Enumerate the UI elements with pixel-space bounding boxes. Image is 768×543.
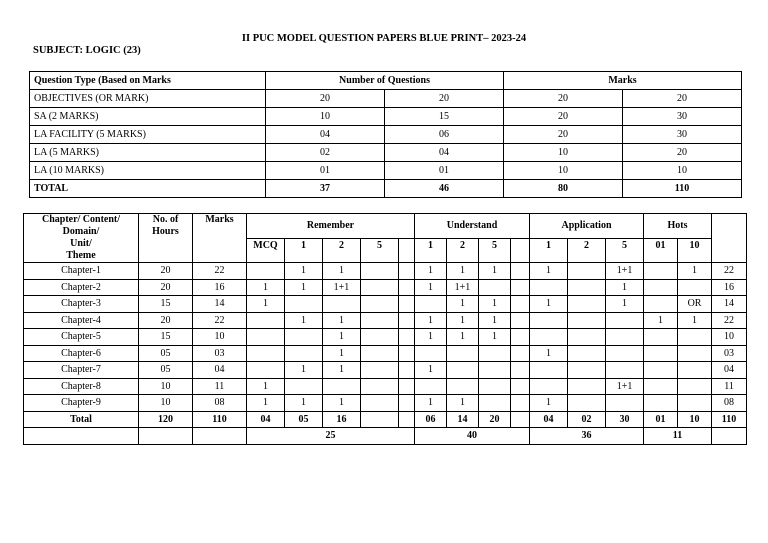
blueprint-value-cell: 1+1 (606, 378, 644, 395)
blueprint-value-cell: 22 (712, 312, 747, 329)
blueprint-value-cell (247, 345, 285, 362)
blueprint-total-row (24, 411, 747, 428)
remember-total: 25 (247, 428, 415, 445)
blueprint-value-cell (568, 279, 606, 296)
blueprint-value-cell: 14 (712, 296, 747, 313)
chapter-row (24, 378, 747, 395)
blueprint-value-cell (323, 296, 361, 313)
group-understand: Understand (415, 214, 530, 239)
blueprint-value-cell (399, 395, 415, 412)
blueprint-value-cell (361, 312, 399, 329)
blueprint-value-cell: 1+1 (606, 263, 644, 280)
chapter-name-cell: Chapter-1 (24, 263, 139, 280)
summary-value-cell: 10 (623, 162, 742, 180)
summary-value-cell: 15 (385, 108, 504, 126)
blueprint-value-cell (568, 362, 606, 379)
total-cell: 110 (712, 411, 747, 428)
question-type-cell: SA (2 MARKS) (30, 108, 266, 126)
group-hots: Hots (644, 214, 712, 239)
blueprint-value-cell (247, 329, 285, 346)
blueprint-value-cell: 1 (644, 312, 678, 329)
summary-value-cell: 20 (504, 126, 623, 144)
blueprint-value-cell: 10 (712, 329, 747, 346)
chapter-row (24, 263, 747, 280)
chapter-name-cell: Chapter-5 (24, 329, 139, 346)
group-application: Application (530, 214, 644, 239)
header-chapter (24, 214, 139, 263)
blueprint-value-cell (644, 395, 678, 412)
blueprint-value-cell: OR (678, 296, 712, 313)
subheader-cell: 1 (530, 238, 568, 263)
summary-value-cell: 10 (504, 144, 623, 162)
total-cell (361, 411, 399, 428)
total-cell: 120 (139, 411, 193, 428)
subheader-cell: 5 (479, 238, 511, 263)
blueprint-value-cell (361, 362, 399, 379)
blueprint-value-cell: 1 (479, 296, 511, 313)
blueprint-value-cell (285, 378, 323, 395)
summary-row (30, 144, 742, 162)
blueprint-value-cell (606, 312, 644, 329)
chapter-row (24, 345, 747, 362)
blueprint-value-cell (606, 362, 644, 379)
blueprint-value-cell (247, 312, 285, 329)
summary-value-cell: 20 (385, 90, 504, 108)
header-question-type: Question Type (Based on Marks (30, 72, 266, 90)
blueprint-value-cell (511, 296, 530, 313)
blueprint-value-cell: 05 (139, 345, 193, 362)
total-cell: 16 (323, 411, 361, 428)
blueprint-value-cell: 1 (447, 312, 479, 329)
blueprint-value-cell (323, 378, 361, 395)
blueprint-value-cell (644, 362, 678, 379)
empty-cell (712, 428, 747, 445)
summary-value-cell: 10 (504, 162, 623, 180)
blueprint-value-cell (415, 345, 447, 362)
blueprint-value-cell: 22 (712, 263, 747, 280)
chapter-name-cell: Chapter-3 (24, 296, 139, 313)
blueprint-value-cell: 20 (139, 279, 193, 296)
blueprint-value-cell: 20 (139, 312, 193, 329)
understand-total: 40 (415, 428, 530, 445)
blueprint-value-cell: 10 (139, 378, 193, 395)
blueprint-value-cell (606, 329, 644, 346)
blueprint-value-cell (285, 296, 323, 313)
subheader-cell (399, 238, 415, 263)
blueprint-value-cell (678, 345, 712, 362)
blueprint-group-header-row (24, 214, 747, 239)
blueprint-value-cell: 11 (193, 378, 247, 395)
blueprint-value-cell (511, 362, 530, 379)
blueprint-value-cell (399, 279, 415, 296)
blank-header-cell (712, 214, 747, 263)
blueprint-value-cell: 1 (447, 329, 479, 346)
total-cell: 05 (285, 411, 323, 428)
blueprint-value-cell: 1 (479, 312, 511, 329)
subheader-cell: MCQ (247, 238, 285, 263)
header-hours-line: No. of (152, 214, 179, 225)
chapter-row (24, 279, 747, 296)
blueprint-value-cell (511, 345, 530, 362)
question-type-cell: LA FACILITY (5 MARKS) (30, 126, 266, 144)
blueprint-value-cell (415, 378, 447, 395)
blueprint-value-cell (285, 329, 323, 346)
blueprint-value-cell (399, 362, 415, 379)
chapter-name-cell: Chapter-2 (24, 279, 139, 296)
blueprint-value-cell: 1 (323, 263, 361, 280)
chapter-row (24, 312, 747, 329)
question-summary-table (29, 71, 742, 198)
group-remember: Remember (247, 214, 415, 239)
blueprint-value-cell: 1 (247, 296, 285, 313)
blueprint-value-cell: 1 (479, 263, 511, 280)
chapter-blueprint-table (23, 213, 747, 445)
chapter-name-cell: Chapter-9 (24, 395, 139, 412)
blueprint-value-cell (606, 395, 644, 412)
subheader-cell: 10 (678, 238, 712, 263)
summary-value-cell: 02 (266, 144, 385, 162)
blueprint-value-cell: 1 (285, 312, 323, 329)
blueprint-value-cell: 1 (285, 279, 323, 296)
blueprint-value-cell (399, 378, 415, 395)
blueprint-value-cell: 1 (678, 312, 712, 329)
blueprint-value-cell: 1 (285, 362, 323, 379)
blueprint-value-cell (399, 312, 415, 329)
blueprint-value-cell: 1 (447, 395, 479, 412)
blueprint-value-cell: 1 (530, 395, 568, 412)
header-hours (139, 214, 193, 263)
total-cell: 01 (644, 411, 678, 428)
total-label: TOTAL (30, 180, 266, 198)
blueprint-value-cell (399, 329, 415, 346)
blueprint-value-cell (568, 345, 606, 362)
summary-value-cell: 04 (385, 144, 504, 162)
total-cell: 80 (504, 180, 623, 198)
blueprint-value-cell: 05 (139, 362, 193, 379)
question-type-cell: LA (10 MARKS) (30, 162, 266, 180)
blueprint-value-cell: 15 (139, 329, 193, 346)
blueprint-value-cell: 16 (712, 279, 747, 296)
blueprint-value-cell (447, 362, 479, 379)
total-cell: 14 (447, 411, 479, 428)
blueprint-value-cell: 20 (139, 263, 193, 280)
blueprint-value-cell (568, 312, 606, 329)
subheader-cell: 2 (447, 238, 479, 263)
blueprint-value-cell (678, 279, 712, 296)
blueprint-value-cell (644, 296, 678, 313)
blueprint-value-cell (415, 296, 447, 313)
blueprint-value-cell: 1 (606, 279, 644, 296)
blueprint-value-cell (568, 296, 606, 313)
blueprint-value-cell (568, 395, 606, 412)
blueprint-value-cell (361, 345, 399, 362)
blueprint-value-cell (247, 263, 285, 280)
header-number-of-questions: Number of Questions (266, 72, 504, 90)
blueprint-value-cell: 22 (193, 312, 247, 329)
header-marks: Marks (193, 214, 247, 263)
summary-row (30, 108, 742, 126)
blueprint-value-cell (678, 378, 712, 395)
chapter-name-cell: Chapter-8 (24, 378, 139, 395)
total-cell: 10 (678, 411, 712, 428)
blueprint-value-cell: 1+1 (323, 279, 361, 296)
blueprint-group-totals-row (24, 428, 747, 445)
blueprint-value-cell (511, 329, 530, 346)
blueprint-value-cell (530, 378, 568, 395)
blueprint-value-cell: 1 (247, 279, 285, 296)
blueprint-value-cell: 1 (323, 395, 361, 412)
blueprint-value-cell (530, 279, 568, 296)
blueprint-value-cell: 15 (139, 296, 193, 313)
summary-header-row (30, 72, 742, 90)
blueprint-value-cell: 1 (285, 395, 323, 412)
blueprint-value-cell: 1 (415, 312, 447, 329)
summary-row (30, 90, 742, 108)
total-cell (511, 411, 530, 428)
blueprint-value-cell (285, 345, 323, 362)
blueprint-value-cell (447, 345, 479, 362)
blueprint-value-cell: 1 (415, 263, 447, 280)
empty-cell (24, 428, 139, 445)
total-label: Total (24, 411, 139, 428)
subheader-cell: 5 (606, 238, 644, 263)
blueprint-value-cell (361, 378, 399, 395)
empty-cell (193, 428, 247, 445)
chapter-row (24, 296, 747, 313)
header-chapter-line: Theme (66, 250, 96, 261)
blueprint-value-cell (399, 296, 415, 313)
header-marks: Marks (504, 72, 742, 90)
subheader-cell: 1 (415, 238, 447, 263)
subheader-cell: 2 (568, 238, 606, 263)
page-title: II PUC MODEL QUESTION PAPERS BLUE PRINT– 2023-24 (241, 33, 527, 44)
total-cell: 110 (623, 180, 742, 198)
total-cell: 06 (415, 411, 447, 428)
blueprint-value-cell (361, 329, 399, 346)
blueprint-value-cell (247, 362, 285, 379)
total-cell: 02 (568, 411, 606, 428)
summary-value-cell: 30 (623, 126, 742, 144)
header-chapter-line: Unit/ (70, 238, 92, 249)
chapter-row (24, 362, 747, 379)
blueprint-value-cell (644, 378, 678, 395)
hots-total: 11 (644, 428, 712, 445)
blueprint-value-cell: 1 (323, 312, 361, 329)
chapter-name-cell: Chapter-7 (24, 362, 139, 379)
summary-value-cell: 01 (385, 162, 504, 180)
blueprint-value-cell: 1 (323, 329, 361, 346)
question-type-cell: OBJECTIVES (OR MARK) (30, 90, 266, 108)
blueprint-value-cell: 10 (139, 395, 193, 412)
blueprint-value-cell: 1 (678, 263, 712, 280)
application-total: 36 (530, 428, 644, 445)
summary-value-cell: 20 (623, 144, 742, 162)
summary-row (30, 126, 742, 144)
summary-value-cell: 20 (504, 90, 623, 108)
empty-cell (139, 428, 193, 445)
blueprint-value-cell: 1 (447, 296, 479, 313)
blueprint-value-cell (568, 378, 606, 395)
subject-label: SUBJECT: LOGIC (23) (33, 45, 141, 56)
total-cell: 04 (530, 411, 568, 428)
blueprint-value-cell (644, 279, 678, 296)
blueprint-value-cell: 1 (285, 263, 323, 280)
summary-value-cell: 06 (385, 126, 504, 144)
blueprint-value-cell (530, 312, 568, 329)
blueprint-value-cell (678, 329, 712, 346)
blueprint-value-cell (606, 345, 644, 362)
blueprint-value-cell (447, 378, 479, 395)
blueprint-value-cell: 1 (323, 362, 361, 379)
total-cell: 37 (266, 180, 385, 198)
chapter-row (24, 395, 747, 412)
blueprint-value-cell: 14 (193, 296, 247, 313)
blueprint-value-cell: 1 (415, 329, 447, 346)
blueprint-value-cell: 1 (530, 296, 568, 313)
blueprint-value-cell (678, 395, 712, 412)
blueprint-value-cell (511, 263, 530, 280)
total-cell: 04 (247, 411, 285, 428)
blueprint-value-cell: 03 (712, 345, 747, 362)
blueprint-value-cell (644, 329, 678, 346)
blueprint-value-cell: 1 (530, 345, 568, 362)
blueprint-value-cell: 1 (606, 296, 644, 313)
total-cell: 46 (385, 180, 504, 198)
chapter-row (24, 329, 747, 346)
blueprint-value-cell: 1 (415, 362, 447, 379)
blueprint-value-cell: 1 (447, 263, 479, 280)
blueprint-value-cell (361, 395, 399, 412)
summary-value-cell: 01 (266, 162, 385, 180)
blueprint-value-cell (644, 345, 678, 362)
blueprint-value-cell (479, 362, 511, 379)
blueprint-value-cell: 03 (193, 345, 247, 362)
blueprint-value-cell (568, 263, 606, 280)
blueprint-value-cell (361, 279, 399, 296)
blueprint-value-cell (678, 362, 712, 379)
summary-value-cell: 04 (266, 126, 385, 144)
header-chapter-line: Chapter/ Content/ (41, 214, 121, 225)
summary-total-row (30, 180, 742, 198)
blueprint-value-cell (361, 296, 399, 313)
header-hours-line: Hours (152, 226, 179, 237)
subheader-cell: 2 (323, 238, 361, 263)
subheader-cell (511, 238, 530, 263)
blueprint-value-cell: 22 (193, 263, 247, 280)
header-chapter-line: Domain/ (62, 226, 100, 237)
chapter-name-cell: Chapter-4 (24, 312, 139, 329)
blueprint-value-cell (479, 395, 511, 412)
blueprint-value-cell (511, 279, 530, 296)
blueprint-value-cell (530, 362, 568, 379)
subheader-cell: 01 (644, 238, 678, 263)
summary-row (30, 162, 742, 180)
blueprint-value-cell: 11 (712, 378, 747, 395)
blueprint-value-cell: 16 (193, 279, 247, 296)
blueprint-value-cell: 1+1 (447, 279, 479, 296)
summary-value-cell: 20 (266, 90, 385, 108)
summary-value-cell: 20 (504, 108, 623, 126)
blueprint-value-cell (399, 345, 415, 362)
blueprint-value-cell (644, 263, 678, 280)
blueprint-value-cell (479, 279, 511, 296)
subheader-cell: 5 (361, 238, 399, 263)
blueprint-value-cell (530, 329, 568, 346)
blueprint-value-cell: 08 (712, 395, 747, 412)
blueprint-value-cell (399, 263, 415, 280)
total-cell: 30 (606, 411, 644, 428)
question-type-cell: LA (5 MARKS) (30, 144, 266, 162)
blueprint-value-cell (511, 395, 530, 412)
blueprint-value-cell: 1 (247, 378, 285, 395)
blueprint-value-cell (479, 345, 511, 362)
blueprint-value-cell: 1 (415, 395, 447, 412)
summary-value-cell: 20 (623, 90, 742, 108)
chapter-name-cell: Chapter-6 (24, 345, 139, 362)
total-cell: 20 (479, 411, 511, 428)
blueprint-value-cell (511, 378, 530, 395)
summary-value-cell: 10 (266, 108, 385, 126)
blueprint-value-cell: 10 (193, 329, 247, 346)
blueprint-value-cell: 1 (415, 279, 447, 296)
subheader-cell: 1 (285, 238, 323, 263)
blueprint-value-cell (479, 378, 511, 395)
blueprint-value-cell (568, 329, 606, 346)
blueprint-value-cell (361, 263, 399, 280)
total-cell: 110 (193, 411, 247, 428)
summary-value-cell: 30 (623, 108, 742, 126)
blueprint-value-cell: 08 (193, 395, 247, 412)
blueprint-value-cell: 1 (323, 345, 361, 362)
blueprint-value-cell (511, 312, 530, 329)
blueprint-value-cell: 1 (530, 263, 568, 280)
blueprint-value-cell: 1 (479, 329, 511, 346)
blueprint-value-cell: 1 (247, 395, 285, 412)
total-cell (399, 411, 415, 428)
blueprint-value-cell: 04 (193, 362, 247, 379)
blueprint-value-cell: 04 (712, 362, 747, 379)
